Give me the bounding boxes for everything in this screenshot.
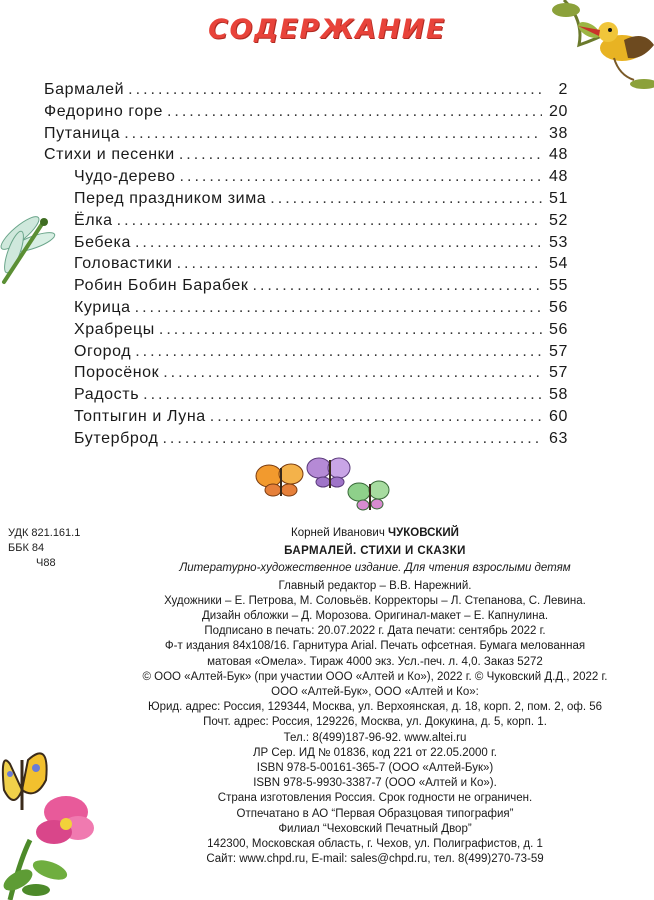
toc-leader-dots	[143, 385, 542, 405]
colophon-line: Художники – Е. Петрова, М. Соловьёв. Корректоры – Л. Степанова, С. Левина.	[164, 594, 586, 607]
colophon-line: Отпечатано в АО “Первая Образцовая типография”	[236, 807, 514, 820]
toc-page-number: 57	[549, 342, 568, 360]
page-title: СОДЕРЖАНИЕ	[208, 14, 446, 45]
butterflies-illustration	[255, 456, 405, 514]
toc-page-number: 48	[549, 168, 568, 186]
author-sign: Ч88	[36, 557, 56, 569]
toc-leader-dots	[135, 342, 542, 362]
toc-entry	[74, 254, 568, 274]
colophon-line: ООО «Алтей-Бук», ООО «Алтей и Ко»:	[271, 686, 479, 699]
genre-line: Литературно-художественное издание. Для чтения взрослыми детям	[179, 562, 571, 575]
toc-page-number: 58	[549, 386, 568, 404]
toc-leader-dots	[167, 102, 542, 122]
udk-code: УДК 821.161.1	[8, 527, 81, 539]
toc-entry	[74, 385, 568, 405]
dragonfly-illustration	[0, 208, 60, 288]
author-surname: ЧУКОВСКИЙ	[388, 527, 459, 539]
toc-entry	[74, 298, 568, 318]
toc-page-number: 63	[549, 429, 568, 447]
toc-page-number: 55	[549, 277, 568, 295]
author-line	[105, 526, 645, 541]
toc-title: Бутерброд	[74, 429, 159, 447]
toc-page-number: 52	[549, 211, 568, 229]
colophon-line: Почт. адрес: Россия, 129226, Москва, ул. Докукина, д. 5, корп. 1.	[203, 716, 547, 729]
toc-title: Ёлка	[74, 211, 113, 229]
toc-title: Чудо-дерево	[74, 168, 176, 186]
toc-leader-dots	[117, 211, 542, 231]
colophon	[105, 526, 645, 867]
toc-title: Поросёнок	[74, 364, 160, 382]
toc-leader-dots	[159, 320, 542, 340]
bbk-code: ББК 84	[8, 542, 45, 554]
toc-entry	[74, 407, 568, 427]
toc-leader-dots	[253, 276, 542, 296]
toc-page-number: 20	[549, 102, 568, 120]
author-first-names: Корней Иванович	[291, 527, 385, 539]
colophon-line: Юрид. адрес: Россия, 129344, Москва, ул. Верхоянская, д. 18, корп. 2, пом. 2, оф. 56	[147, 701, 603, 714]
toc-title: Стихи и песенки	[44, 146, 175, 164]
toc-title: Перед праздником зима	[74, 190, 267, 207]
colophon-line: Ф-т издания 84х108/16. Гарнитура Arial. Печать офсетная. Бумага мелованная	[164, 640, 586, 653]
colophon-line: Страна изготовления Россия. Срок годности не ограничен.	[217, 792, 533, 805]
toc-page-number: 2	[558, 81, 568, 98]
toc-page-number: 56	[549, 299, 568, 316]
toc-page-number: 57	[549, 364, 568, 382]
toc-entry	[74, 233, 568, 253]
toc-title: Путаница	[44, 124, 121, 142]
toc-entry	[44, 124, 568, 144]
colophon-line: © ООО «Алтей-Бук» (при участии ООО «Алтей и Ко»), 2022 г. © Чуковский Д.Д., 2022 г.	[142, 670, 608, 683]
toc-title: Бебека	[74, 233, 131, 251]
colophon-line: 142300, Московская область, г. Чехов, ул. Полиграфистов, д. 1	[207, 838, 543, 851]
toc-title: Храбрецы	[74, 320, 155, 338]
toc-page-number: 54	[549, 255, 568, 273]
toc-title: Робин Бобин Барабек	[74, 277, 249, 295]
toc-title: Топтыгин и Луна	[74, 408, 206, 425]
toc-entry	[74, 189, 568, 209]
toc-title: Курица	[74, 299, 131, 316]
toc-leader-dots	[210, 407, 542, 427]
colophon-line: ISBN 978-5-9930-3387-7 (ООО «Алтей и Ко»).	[253, 777, 497, 790]
toc-title: Головастики	[74, 255, 173, 273]
toc-entry	[74, 320, 568, 340]
colophon-line: Филиал “Чеховский Печатный Двор”	[278, 822, 472, 835]
toc-entry	[74, 363, 568, 383]
toc-title: Огород	[74, 342, 132, 360]
toc-entry	[74, 342, 568, 362]
colophon-line: Подписано в печать: 20.07.2022 г. Дата печати: сентябрь 2022 г.	[204, 625, 546, 638]
colophon-line: ЛР Сер. ИД № 01836, код 221 от 22.05.2000 г.	[253, 746, 497, 759]
bird-illustration	[544, 0, 654, 90]
toc-title: Бармалей	[44, 81, 125, 98]
colophon-line: Дизайн обложки – Д. Морозова. Оригинал-макет – Е. Капнулина.	[201, 610, 549, 623]
toc-page-number: 48	[549, 146, 568, 164]
colophon-line: матовая «Омела». Тираж 4000 экз. Усл.-печ. л. 4,0. Заказ 5272	[207, 655, 543, 668]
toc-leader-dots	[163, 363, 542, 383]
colophon-line: Сайт: www.chpd.ru, E-mail: sales@chpd.ru, тел. 8(499)270-73-59	[206, 853, 544, 866]
toc-entry	[74, 429, 568, 449]
toc-leader-dots	[179, 145, 542, 165]
flower-butterfly-illustration	[0, 740, 100, 900]
colophon-line: Главный редактор – В.В. Нарежний.	[278, 579, 472, 592]
toc-leader-dots	[135, 233, 542, 253]
classification-codes	[8, 526, 98, 571]
toc-leader-dots	[180, 167, 542, 187]
toc-entry	[74, 167, 568, 187]
toc-entry	[44, 80, 568, 100]
toc-leader-dots	[128, 80, 542, 100]
colophon-lines	[105, 579, 645, 868]
toc-page-number: 51	[549, 190, 568, 207]
colophon-line: ISBN 978-5-00161-365-7 (ООО «Алтей-Бук»)	[256, 762, 494, 775]
toc-title: Федорино горе	[44, 102, 163, 120]
toc-page-number: 53	[549, 233, 568, 251]
toc-entry	[44, 145, 568, 165]
toc-entry	[74, 211, 568, 231]
toc-entry	[74, 276, 568, 296]
toc-leader-dots	[135, 298, 542, 318]
toc-title: Радость	[74, 386, 140, 404]
colophon-line: Тел.: 8(499)187-96-92. www.altei.ru	[283, 731, 467, 744]
book-title: БАРМАЛЕЙ. СТИХИ И СКАЗКИ	[284, 545, 466, 558]
toc-page-number: 38	[549, 124, 568, 142]
toc-entry	[44, 102, 568, 122]
toc-leader-dots	[162, 429, 542, 449]
toc-page-number: 56	[549, 320, 568, 338]
toc-page-number: 60	[549, 408, 568, 425]
toc-leader-dots	[177, 254, 542, 274]
toc-leader-dots	[270, 189, 542, 209]
toc-leader-dots	[124, 124, 542, 144]
